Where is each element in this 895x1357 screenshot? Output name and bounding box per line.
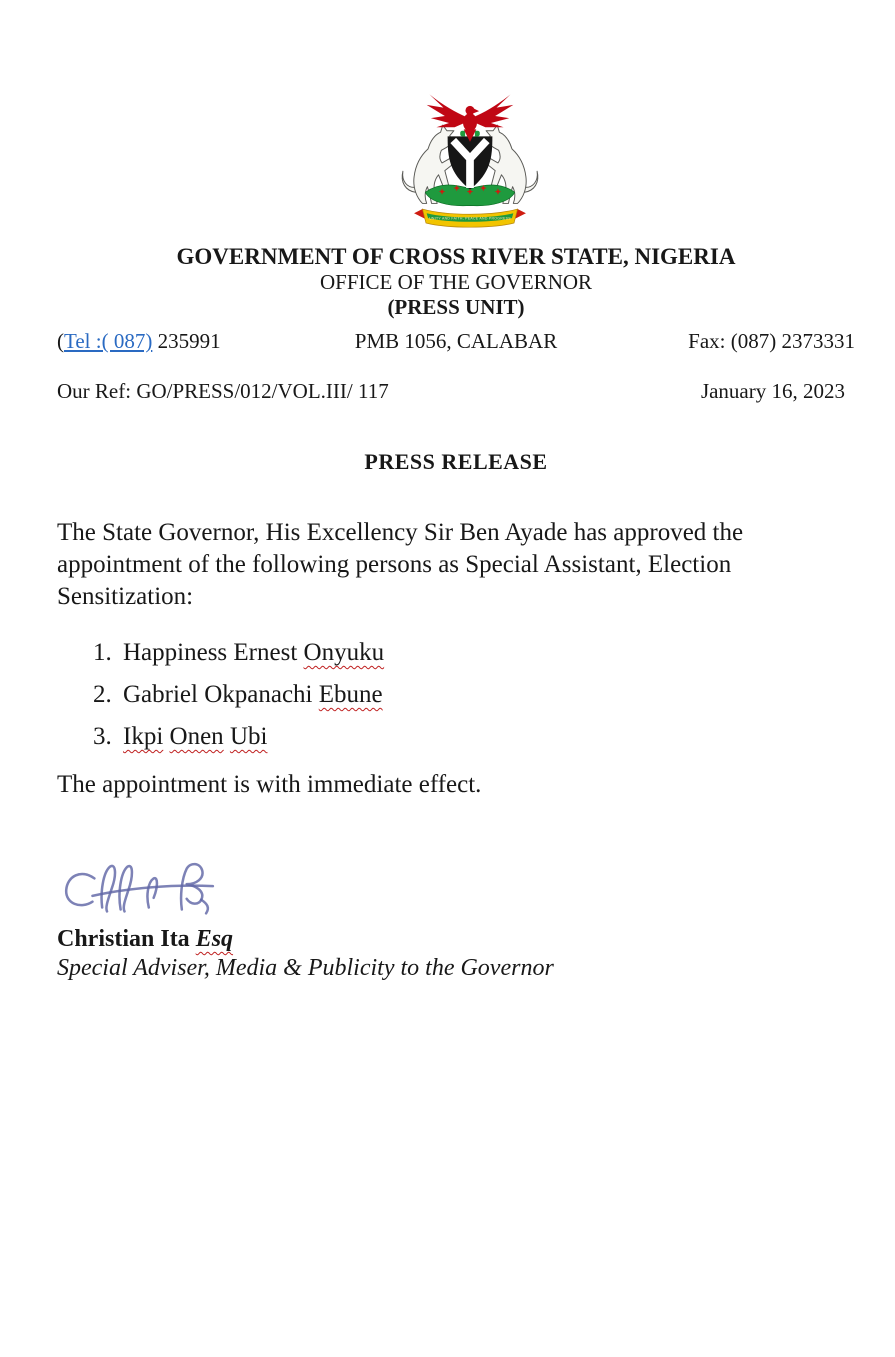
closing-paragraph: The appointment is with immediate effect. xyxy=(57,771,482,798)
misspelled-word: Onen xyxy=(169,723,224,750)
list-number: 3. xyxy=(93,723,112,750)
signatory-title: Special Adviser, Media & Publicity to the Governor xyxy=(57,955,554,981)
signatory-name-text: Christian Ita xyxy=(57,926,196,952)
our-ref: Our Ref: GO/PRESS/012/VOL.III/ 117 xyxy=(57,379,389,403)
document-date: January 16, 2023 xyxy=(700,379,845,403)
appointee-name xyxy=(123,681,383,708)
motto-banner xyxy=(414,209,526,227)
name-text: Gabriel Okpanachi xyxy=(123,681,319,708)
reference-row xyxy=(57,378,855,404)
misspelled-word: Onyuku xyxy=(303,639,385,666)
list-number: 2. xyxy=(93,681,112,708)
misspelled-word: Ebune xyxy=(318,681,383,708)
intro-paragraph: The State Governor, His Excellency Sir Ben Ayade has approved the appointment of the following persons as Special Assistant, Election Sensitization: xyxy=(57,519,744,610)
misspelled-word: Ubi xyxy=(229,723,268,750)
tel-link[interactable]: Tel :( 087) xyxy=(64,329,153,353)
name-text: Happiness Ernest xyxy=(123,639,304,666)
tel-prefix: ( xyxy=(57,329,64,353)
office-line: OFFICE OF THE GOVERNOR xyxy=(319,270,593,294)
black-shield xyxy=(448,136,493,189)
signatory-name xyxy=(57,925,855,953)
organization-name: GOVERNMENT OF CROSS RIVER STATE, NIGERIA xyxy=(176,244,736,269)
handwritten-signature-icon xyxy=(57,857,227,925)
misspelled-word: Ikpi xyxy=(123,723,164,750)
appointee-name xyxy=(123,639,384,666)
crest-container xyxy=(57,86,855,230)
list-item xyxy=(93,679,855,711)
appointee-list xyxy=(57,637,855,753)
document-title: PRESS RELEASE xyxy=(364,449,548,474)
nigeria-coat-of-arms-icon xyxy=(386,86,554,230)
list-item xyxy=(93,637,855,669)
fax-number: Fax: (087) 2373331 xyxy=(688,329,855,353)
list-item xyxy=(93,721,855,753)
press-release-document xyxy=(0,86,895,983)
list-number: 1. xyxy=(93,639,112,666)
press-unit-line: (PRESS UNIT) xyxy=(387,295,525,319)
postal-address: PMB 1056, CALABAR xyxy=(354,329,558,353)
signatory-esq-suffix: Esq xyxy=(195,926,234,952)
motto-text: UNITY AND FAITH, PEACE AND PROGRESS xyxy=(429,216,511,221)
contact-row xyxy=(57,329,855,354)
tel-rest: 235991 xyxy=(152,329,221,353)
telephone-number xyxy=(57,329,314,354)
appointee-name xyxy=(123,723,267,750)
